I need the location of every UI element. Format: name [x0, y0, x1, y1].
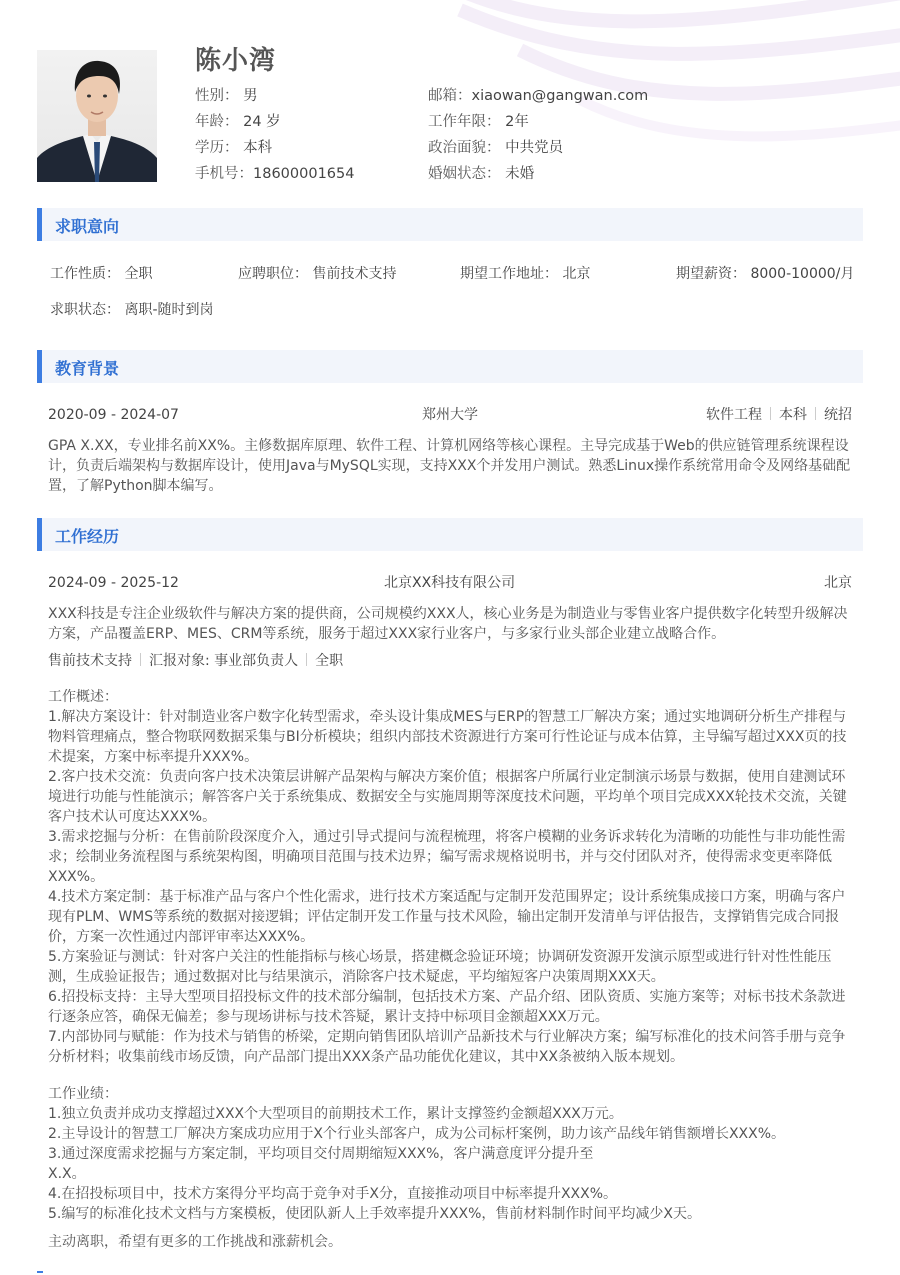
- overview-item: 7.内部协同与赋能：作为技术与销售的桥梁，定期向销售团队培训产品新技术与行业解决方案；编写标准化的技术问答手册与竞争分析材料；收集前线市场反馈，向产品部门提出XXX条产品功能优化建议，其中XX条被纳入版本规划。: [48, 1029, 846, 1065]
- page-footer-accent: [37, 1271, 43, 1273]
- education-label: 学历：: [195, 140, 239, 156]
- marital-value: 未婚: [505, 166, 535, 182]
- age-value: 24 岁: [243, 114, 281, 130]
- section-accent-bar: [37, 350, 42, 383]
- overview-item: 1.解决方案设计：针对制造业客户数字化转型需求，牵头设计集成MES与ERP的智慧工厂解决方案；通过实地调研分析生产排程与物料管理痛点，整合物联网数据采集与BI分析模块；组织内部技术资源进行方案可行性论证与成本估算，主导编写超过XXX页的技术提案，方案中标率提升XXX%。: [48, 709, 847, 765]
- achievement-item: 2.主导设计的智慧工厂解决方案成功应用于X个行业头部客户，成为公司标杆案例，助力该产品线年销售额增长XXX%。: [48, 1126, 786, 1142]
- divider: [815, 407, 816, 420]
- candidate-name: 陈小湾: [195, 46, 277, 76]
- political-value: 中共党员: [505, 140, 564, 156]
- intent-salary-label: 期望薪资：: [676, 266, 746, 282]
- political-label: 政治面貌：: [428, 140, 501, 156]
- avatar: [37, 50, 157, 182]
- intent-location: [460, 264, 590, 284]
- intent-type: [50, 264, 152, 284]
- work-report-to: 汇报对象: 事业部负责人: [149, 653, 299, 669]
- achievement-item: 1.独立负责并成功支撑超过XXX个大型项目的前期技术工作，累计支撑签约金额超XXX万元。: [48, 1106, 623, 1122]
- education-description: [48, 436, 853, 496]
- work-years-info: [428, 112, 529, 132]
- achievements-title: 工作业绩：: [48, 1086, 118, 1102]
- phone-info: [195, 164, 354, 184]
- intent-position: [238, 264, 396, 284]
- section-accent-bar: [37, 208, 42, 241]
- profile-header: [37, 40, 863, 190]
- work-role: 售前技术支持: [48, 653, 132, 669]
- work-city: 北京: [824, 575, 852, 591]
- section-accent-bar: [37, 518, 42, 551]
- education-major: 软件工程: [706, 407, 762, 423]
- intent-position-label: 应聘职位：: [238, 266, 308, 282]
- intent-location-label: 期望工作地址：: [460, 266, 558, 282]
- age-info: [195, 112, 281, 132]
- section-title-work: 工作经历: [55, 527, 120, 546]
- education-info: [195, 138, 272, 158]
- intent-status-label: 求职状态：: [50, 302, 120, 318]
- achievement-item: 3.通过深度需求挖掘与方案定制，平均项目交付周期缩短XXX%，客户满意度评分提升至: [48, 1146, 594, 1162]
- intent-type-value: 全职: [124, 266, 153, 282]
- work-overview: [48, 687, 853, 1067]
- leave-reason: [48, 1232, 853, 1252]
- intent-status: [50, 300, 214, 320]
- overview-item: 3.需求挖掘与分析：在售前阶段深度介入，通过引导式提问与流程梳理，将客户模糊的业务诉求转化为清晰的功能性与非功能性需求；绘制业务流程图与系统架构图，明确项目范围与技术边界；编写需求规格说明书，并与交付团队对齐，使得需求变更率降低XXX%。: [48, 829, 846, 885]
- work-years-label: 工作年限：: [428, 114, 501, 130]
- email-info: [428, 86, 648, 106]
- divider: [140, 653, 141, 666]
- education-degree: 本科: [779, 407, 807, 423]
- intent-location-value: 北京: [562, 266, 591, 282]
- work-period: 2024-09 - 2025-12: [48, 575, 179, 591]
- overview-item: 5.方案验证与测试：针对客户关注的性能指标与核心场景，搭建概念验证环境；协调研发资源开发演示原型或进行针对性性能压测，生成验证报告；通过数据对比与结果演示，消除客户技术疑虑，平均缩短客户决策周期XXX天。: [48, 949, 832, 985]
- achievement-item: 4.在招投标项目中，技术方案得分平均高于竞争对手X分，直接推动项目中标率提升XXX%。: [48, 1186, 618, 1202]
- work-years-value: 2年: [505, 114, 529, 130]
- political-info: [428, 138, 563, 158]
- section-title-job-intent: 求职意向: [55, 217, 120, 236]
- email-value: xiaowan@gangwan.com: [471, 88, 649, 104]
- divider: [770, 407, 771, 420]
- phone-value: 18600001654: [253, 166, 355, 182]
- section-education: [37, 350, 863, 383]
- intent-salary: [676, 264, 854, 284]
- achievement-item: 5.编写的标准化技术文档与方案模板，使团队新人上手效率提升XXX%，售前材料制作时间平均减少X天。: [48, 1206, 702, 1222]
- work-job-type: 全职: [315, 653, 344, 669]
- intent-status-value: 离职-随时到岗: [124, 302, 214, 318]
- gender-label: 性别：: [195, 88, 239, 104]
- achievement-item: X.X。: [48, 1166, 86, 1182]
- age-label: 年龄：: [195, 114, 239, 130]
- education-details: [706, 405, 852, 425]
- education-description-text: GPA X.XX，专业排名前XX%。主修数据库原理、软件工程、计算机网络等核心课程。主导完成基于Web的供应链管理系统课程设计，负责后端架构与数据库设计，使用Java与MySQL实现，支持XXX个并发用户测试。熟悉Linux操作系统常用命令及网络基础配置，了解Python脚本编写。: [48, 438, 851, 494]
- section-work: [37, 518, 863, 551]
- work-achievements: [48, 1084, 853, 1224]
- phone-label: 手机号：: [195, 166, 253, 182]
- education-value: 本科: [243, 140, 273, 156]
- work-company: 北京XX科技有限公司: [384, 575, 516, 591]
- education-admission: 统招: [824, 407, 852, 423]
- marital-info: [428, 164, 534, 184]
- section-title-education: 教育背景: [55, 359, 120, 378]
- overview-item: 2.客户技术交流：负责向客户技术决策层讲解产品架构与解决方案价值；根据客户所属行业定制演示场景与数据，使用自建测试环境进行功能与性能演示；解答客户关于系统集成、数据安全与实施周期等深度技术问题，平均单个项目完成XXX轮技术交流，关键客户技术认可度达XXX%。: [48, 769, 847, 825]
- education-school: 郑州大学: [422, 407, 478, 423]
- education-period: 2020-09 - 2024-07: [48, 407, 179, 423]
- overview-item: 6.招投标支持：主导大型项目招投标文件的技术部分编制，包括技术方案、产品介绍、团队资质、实施方案等；对标书技术条款进行逐条应答，确保无偏差；参与现场讲标与技术答疑，累计支持中标项目金额超XXX万元。: [48, 989, 846, 1025]
- marital-label: 婚姻状态：: [428, 166, 501, 182]
- section-job-intent: [37, 208, 863, 241]
- overview-title: 工作概述：: [48, 689, 118, 705]
- company-intro: [48, 604, 853, 644]
- gender-info: [195, 86, 258, 106]
- gender-value: 男: [243, 88, 258, 104]
- leave-reason-text: 主动离职，希望有更多的工作挑战和涨薪机会。: [48, 1234, 342, 1250]
- work-role-line: [48, 651, 343, 671]
- company-intro-text: XXX科技是专注企业级软件与解决方案的提供商，公司规模约XXX人，核心业务是为制造业与零售业客户提供数字化转型升级解决方案，产品覆盖ERP、MES、CRM等系统，服务于超过XXX家行业客户，与多家行业头部企业建立战略合作。: [48, 606, 848, 642]
- overview-item: 4.技术方案定制：基于标准产品与客户个性化需求，进行技术方案适配与定制开发范围界定；设计系统集成接口方案，明确与客户现有PLM、WMS等系统的数据对接逻辑；评估定制开发工作量与技术风险，输出定制开发清单与评估报告，支撑销售完成合同报价，方案一次性通过内部评审率达XXX%。: [48, 889, 846, 945]
- divider: [306, 653, 307, 666]
- email-label: 邮箱：: [428, 88, 472, 104]
- intent-position-value: 售前技术支持: [312, 266, 397, 282]
- intent-salary-value: 8000-10000/月: [750, 266, 855, 282]
- intent-type-label: 工作性质：: [50, 266, 120, 282]
